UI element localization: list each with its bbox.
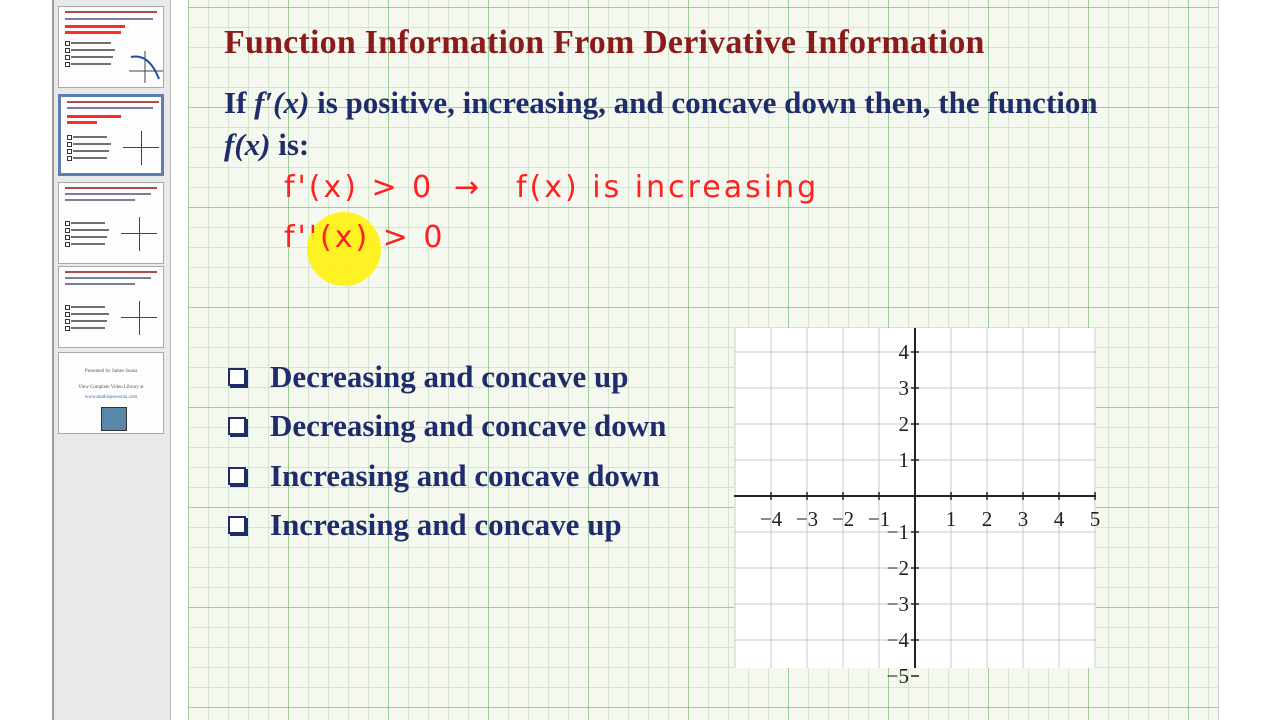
question-fprime: f′(x) — [254, 85, 310, 120]
option-decreasing-concave-up[interactable] — [228, 352, 666, 402]
handwritten-arrow: → — [454, 170, 483, 205]
y-tick-label: 2 — [898, 412, 909, 436]
question-part3: is: — [270, 127, 310, 162]
y-tick-label: 4 — [898, 340, 909, 364]
y-tick-label: −2 — [886, 556, 909, 580]
credit-library: View Complete Video Library at — [78, 385, 144, 390]
x-tick-label: 3 — [1017, 507, 1029, 531]
question-fx: f(x) — [224, 127, 271, 162]
y-tick-label: 1 — [898, 448, 909, 472]
y-tick-label: −4 — [886, 628, 909, 652]
option-label: Decreasing and concave down — [270, 408, 667, 444]
option-label: Increasing and concave up — [270, 507, 622, 543]
y-tick-label: −5 — [886, 664, 909, 688]
credit-presenter: Presented by James Sousa — [84, 369, 138, 374]
right-margin — [1218, 0, 1280, 720]
x-tick-label: 5 — [1089, 507, 1101, 531]
x-tick-label: −3 — [795, 507, 819, 531]
option-increasing-concave-up[interactable] — [228, 501, 666, 551]
x-tick-label: 1 — [945, 507, 957, 531]
slide-title: Function Information From Derivative Information — [224, 24, 985, 61]
option-label: Decreasing and concave up — [270, 358, 629, 394]
question-part1: If — [224, 85, 255, 120]
slide-canvas — [188, 0, 1218, 720]
option-decreasing-concave-down[interactable] — [228, 402, 666, 452]
checkbox-icon[interactable] — [228, 368, 246, 386]
x-tick-label: 4 — [1053, 507, 1065, 531]
y-tick-label: 3 — [898, 376, 909, 400]
grid-svg — [734, 328, 1101, 688]
x-tick-label: −1 — [867, 507, 891, 531]
y-tick-label: −3 — [886, 592, 909, 616]
question-text — [224, 82, 1124, 166]
option-label: Increasing and concave down — [270, 457, 660, 493]
y-tick-label: −1 — [886, 520, 909, 544]
x-tick-label: −4 — [759, 507, 783, 531]
credit-url: www.mathispower4u.com — [84, 395, 138, 400]
handwritten-fdoubleprime: f''(x) > 0 — [284, 220, 446, 255]
x-tick-label: 2 — [981, 507, 993, 531]
coordinate-grid — [734, 328, 1101, 688]
question-part2: is positive, increasing, and concave down then, the function — [309, 85, 1098, 120]
slide-thumbnail-panel[interactable] — [54, 0, 171, 720]
left-margin — [0, 0, 54, 720]
answer-options — [228, 352, 666, 550]
slide-thumbnail-4[interactable] — [58, 266, 164, 348]
option-increasing-concave-down[interactable] — [228, 451, 666, 501]
logo-icon — [101, 407, 127, 431]
handwritten-fprime-positive: f'(x) > 0 — [284, 170, 435, 205]
slide-thumbnail-5[interactable] — [58, 352, 164, 434]
checkbox-icon[interactable] — [228, 417, 246, 435]
slide-thumbnail-1[interactable] — [58, 6, 164, 88]
slide-thumbnail-2[interactable] — [58, 94, 164, 176]
x-tick-label: −2 — [831, 507, 855, 531]
checkbox-icon[interactable] — [228, 516, 246, 534]
slide-thumbnail-3[interactable] — [58, 182, 164, 264]
handwritten-f-increasing: f(x) is increasing — [516, 170, 820, 205]
checkbox-icon[interactable] — [228, 467, 246, 485]
